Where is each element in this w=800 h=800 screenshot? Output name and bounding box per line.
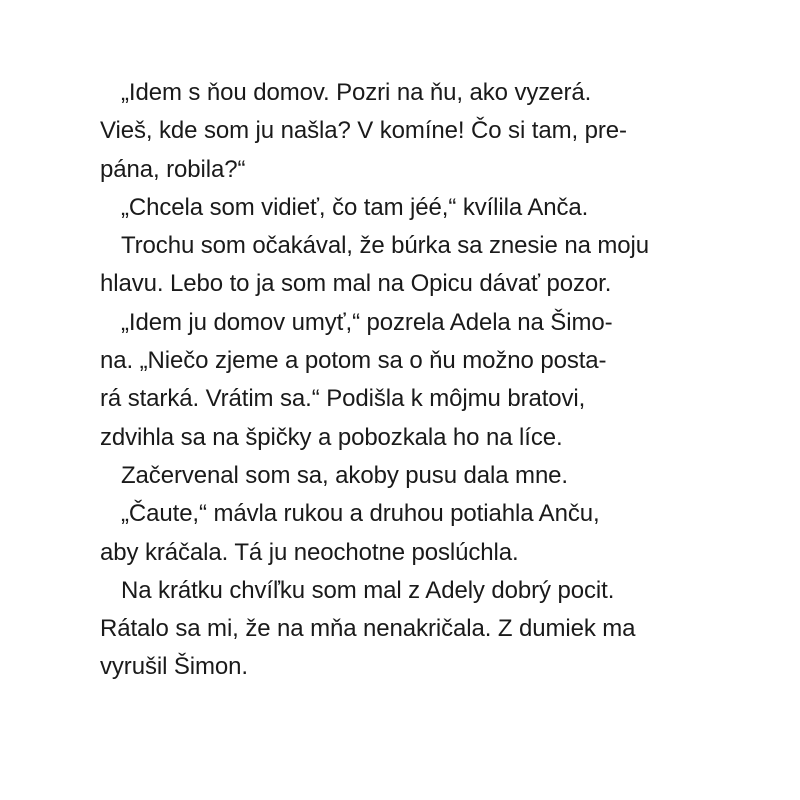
text-line: Rátalo sa mi, že na mňa nenakričala. Z dumiek ma [100,615,636,643]
text-line: „Idem s ňou domov. Pozri na ňu, ako vyzerá. [121,79,592,106]
text-line: Na krátku chvíľku som mal z Adely dobrý pocit. [121,576,615,604]
text-line: Vieš, kde som ju našla? V komíne! Čo si tam, pre- [100,117,627,145]
text-line: rá starká. Vrátim sa.“ Podišla k môjmu bratovi, [100,385,586,413]
text-line: zdvihla sa na špičky a pobozkala ho na líce. [100,423,563,451]
text-line: „Idem ju domov umyť,“ pozrela Adela na Šimo- [121,308,613,336]
text-line: „Čaute,“ mávla rukou a druhou potiahla Anču, [121,500,600,528]
text-line: pána, robila?“ [100,155,246,183]
text-line: „Chcela som vidieť, čo tam jéé,“ kvílila Anča. [121,193,589,221]
text-line: Trochu som očakával, že búrka sa znesie na moju [121,232,649,260]
body-text [100,74,700,687]
text-line: na. „Niečo zjeme a potom sa o ňu možno posta- [100,347,607,375]
text-line: vyrušil Šimon. [100,653,248,681]
text-line: Začervenal som sa, akoby pusu dala mne. [121,461,569,489]
text-line: hlavu. Lebo to ja som mal na Opicu dávať pozor. [100,270,612,298]
text-line: aby kráčala. Tá ju neochotne poslúchla. [100,538,519,566]
